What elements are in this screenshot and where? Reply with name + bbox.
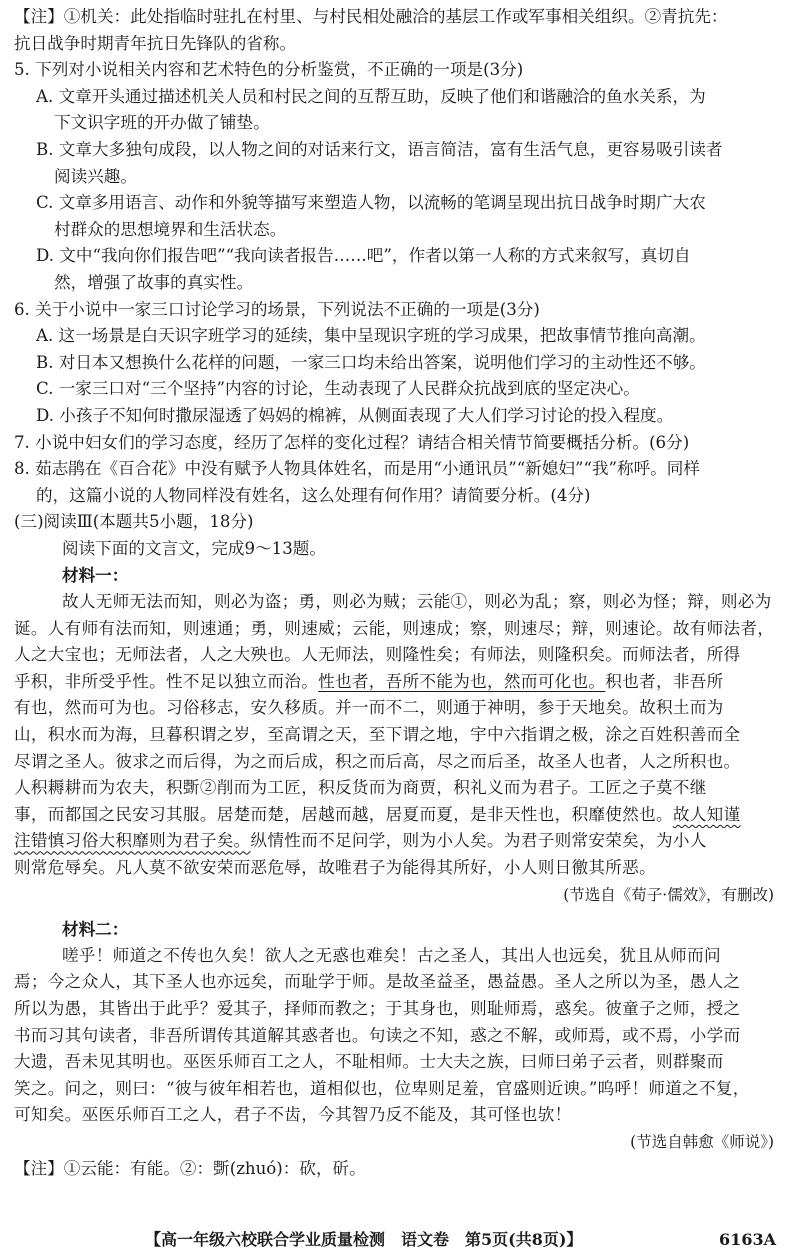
question-5-option-b: B. 文章大多独句成段，以人物之间的对话来行文，语言简洁，富有生活气息，更容易吸引读者 (36, 139, 723, 159)
question-6-option-a: A. 这一场景是白天识字班学习的延续，集中呈现识字班的学习成果，把故事情节推向高潮。 (36, 326, 706, 346)
material-2-line: 所以为愚，其皆出于此乎？爱其子，择师而教之；于其身也，则耻师焉，惑矣。彼童子之师，授之 (14, 998, 741, 1018)
question-5-option-c: C. 文章多用语言、动作和外貌等描写来塑造人物，以流畅的笔调呈现出抗日战争时期广大农 (36, 193, 706, 213)
question-5-option-d: D. 文中“我向你们报告吧”“我向读者报告……吧”，作者以第一人称的方式来叙写，真切自 (36, 246, 691, 266)
section-3-heading: (三)阅读Ⅲ(本题共5小题，18分) (14, 512, 254, 532)
material-1-text: 积也者，非吾所 (605, 671, 724, 691)
material-1-line (14, 669, 778, 696)
material-1-line: 故人无师无法而知，则必为盗；勇，则必为贼；云能①，则必为乱；察，则必为怪；辩，则必为 (62, 592, 772, 612)
material-2-line: 嗟乎！师道之不传也久矣！欲人之无惑也难矣！古之圣人，其出人也远矣，犹且从师而问 (62, 945, 721, 965)
wavy-underlined-sentence: 注错慎习俗大积靡则为君子矣。 (14, 831, 251, 851)
question-5-option-b-cont: 阅读兴趣。 (54, 166, 137, 186)
question-6-option-b: B. 对日本又想换什么花样的问题，一家三口均未给出答案，说明他们学习的主动性还不够。 (36, 352, 706, 372)
material-1-text: 纵情性而不足问学，则为小人矣。为君子则常安荣矣，为小人 (250, 831, 707, 851)
question-8-line-2: 的，这篇小说的人物同样没有姓名，这么处理有何作用？请简要分析。(4分) (36, 485, 591, 505)
question-5-stem: 5. 下列对小说相关内容和艺术特色的分析鉴赏，不正确的一项是(3分) (14, 60, 524, 80)
footer-title: 【高一年级六校联合学业质量检测 语文卷 第5页(共8页)】 (145, 1230, 583, 1249)
wavy-underlined-sentence: 故人知谨 (672, 804, 741, 824)
question-6-stem: 6. 关于小说中一家三口讨论学习的场景，下列说法不正确的一项是(3分) (14, 299, 540, 319)
question-6-option-c: C. 一家三口对“三个坚持”内容的讨论，生动表现了人民群众抗战到底的坚定决心。 (36, 379, 640, 399)
material-1-line (14, 802, 778, 829)
question-5-option-a: A. 文章开头通过描述机关人员和村民之间的互帮互助，反映了他们和谐融洽的鱼水关系，为 (36, 86, 706, 106)
material-1-text: 事，而都国之民安习其服。居楚而楚，居越而越，居夏而夏，是非天性也，积靡使然也。 (14, 804, 673, 824)
footer-code: 6163A (719, 1230, 776, 1249)
material-2-line: 笑之。问之，则曰：“彼与彼年相若也，道相似也，位卑则足羞，官盛则近谀。”呜呼！师道之不复， (14, 1078, 750, 1098)
question-5-option-d-cont: 然，增强了故事的真实性。 (54, 272, 254, 292)
material-1-line: 诞。人有师有法而知，则速通；勇，则速威；云能，则速成；察，则速尽；辩，则速论。故有师法者， (14, 618, 775, 638)
material-2-line: 书而习其句读者，非吾所谓传其道解其惑者也。句读之不知，惑之不解，或师焉，或不焉，小学而 (14, 1025, 741, 1045)
section-3-intro: 阅读下面的文言文，完成9～13题。 (62, 538, 326, 558)
question-8-line-1: 8. 茹志鹃在《百合花》中没有赋予人物具体姓名，而是用“小通讯员”“新媳妇”“我”称呼。同样 (14, 459, 700, 479)
material-1-line: 有也，然而可为也。习俗移志，安久移质。并一而不二，则通于神明，参于天地矣。故积土而为 (14, 698, 724, 718)
note-top-line-1: 【注】①机关：此处指临时驻扎在村里、与村民相处融洽的基层工作或军事相关组织。②青抗先： (14, 7, 728, 26)
material-1-line: 则常危辱矣。凡人莫不欲安荣而恶危辱，故唯君子为能得其所好，小人则日徼其所恶。 (14, 858, 656, 877)
material-1-text: 乎积，非所受乎性。性不足以独立而治。 (14, 671, 319, 691)
material-1-title: 材料一： (62, 565, 129, 586)
note-bottom: 【注】①云能：有能。②：斲(zhuó)：砍，斫。 (14, 1158, 366, 1178)
material-1-source: (节选自《荀子·儒效》，有删改) (563, 885, 774, 904)
question-5-option-a-cont: 下文识字班的开办做了铺垫。 (54, 113, 270, 133)
material-2-line: 可知矣。巫医乐师百工之人，君子不齿，今其智乃反不能及，其可怪也欤！ (14, 1105, 572, 1125)
question-5-option-c-cont: 村群众的思想境界和生活状态。 (54, 219, 287, 239)
material-1-line: 尽谓之圣人。彼求之而后得，为之而后成，积之而后高，尽之而后圣，故圣人也者，人之所积也。 (14, 751, 741, 771)
material-2-title: 材料二： (62, 919, 129, 940)
note-top-line-2: 抗日战争时期青年抗日先锋队的省称。 (14, 33, 297, 53)
material-2-line: 焉；今之众人，其下圣人也亦远矣，而耻学于师。是故圣益圣，愚益愚。圣人之所以为圣，愚人之 (14, 972, 741, 992)
underlined-sentence: 性也者，吾所不能为也，然而可化也。 (318, 671, 606, 691)
material-1-line: 人之大宝也；无师法者，人之大殃也。人无师法，则隆性矣；有师法，则隆积矣。而师法者，所得 (14, 645, 741, 665)
material-2-line: 大遗，吾未见其明也。巫医乐师百工之人，不耻相师。士大夫之族，曰师曰弟子云者，则群聚而 (14, 1052, 724, 1072)
material-1-line: 山，积水而为海，旦暮积谓之岁，至高谓之天，至下谓之地，宇中六指谓之极，涂之百姓积善而全 (14, 725, 741, 745)
material-1-line (14, 828, 778, 855)
question-7: 7. 小说中妇女们的学习态度，经历了怎样的变化过程？请结合相关情节简要概括分析。(6分) (14, 432, 690, 452)
material-2-source: (节选自韩愈《师说》) (630, 1132, 774, 1151)
material-1-line: 人积耨耕而为农夫，积斲②削而为工匠，积反货而为商贾，积礼义而为君子。工匠之子莫不继 (14, 778, 707, 798)
question-6-option-d: D. 小孩子不知何时撒尿湿透了妈妈的棉裤，从侧面表现了大人们学习讨论的投入程度。 (36, 405, 674, 425)
